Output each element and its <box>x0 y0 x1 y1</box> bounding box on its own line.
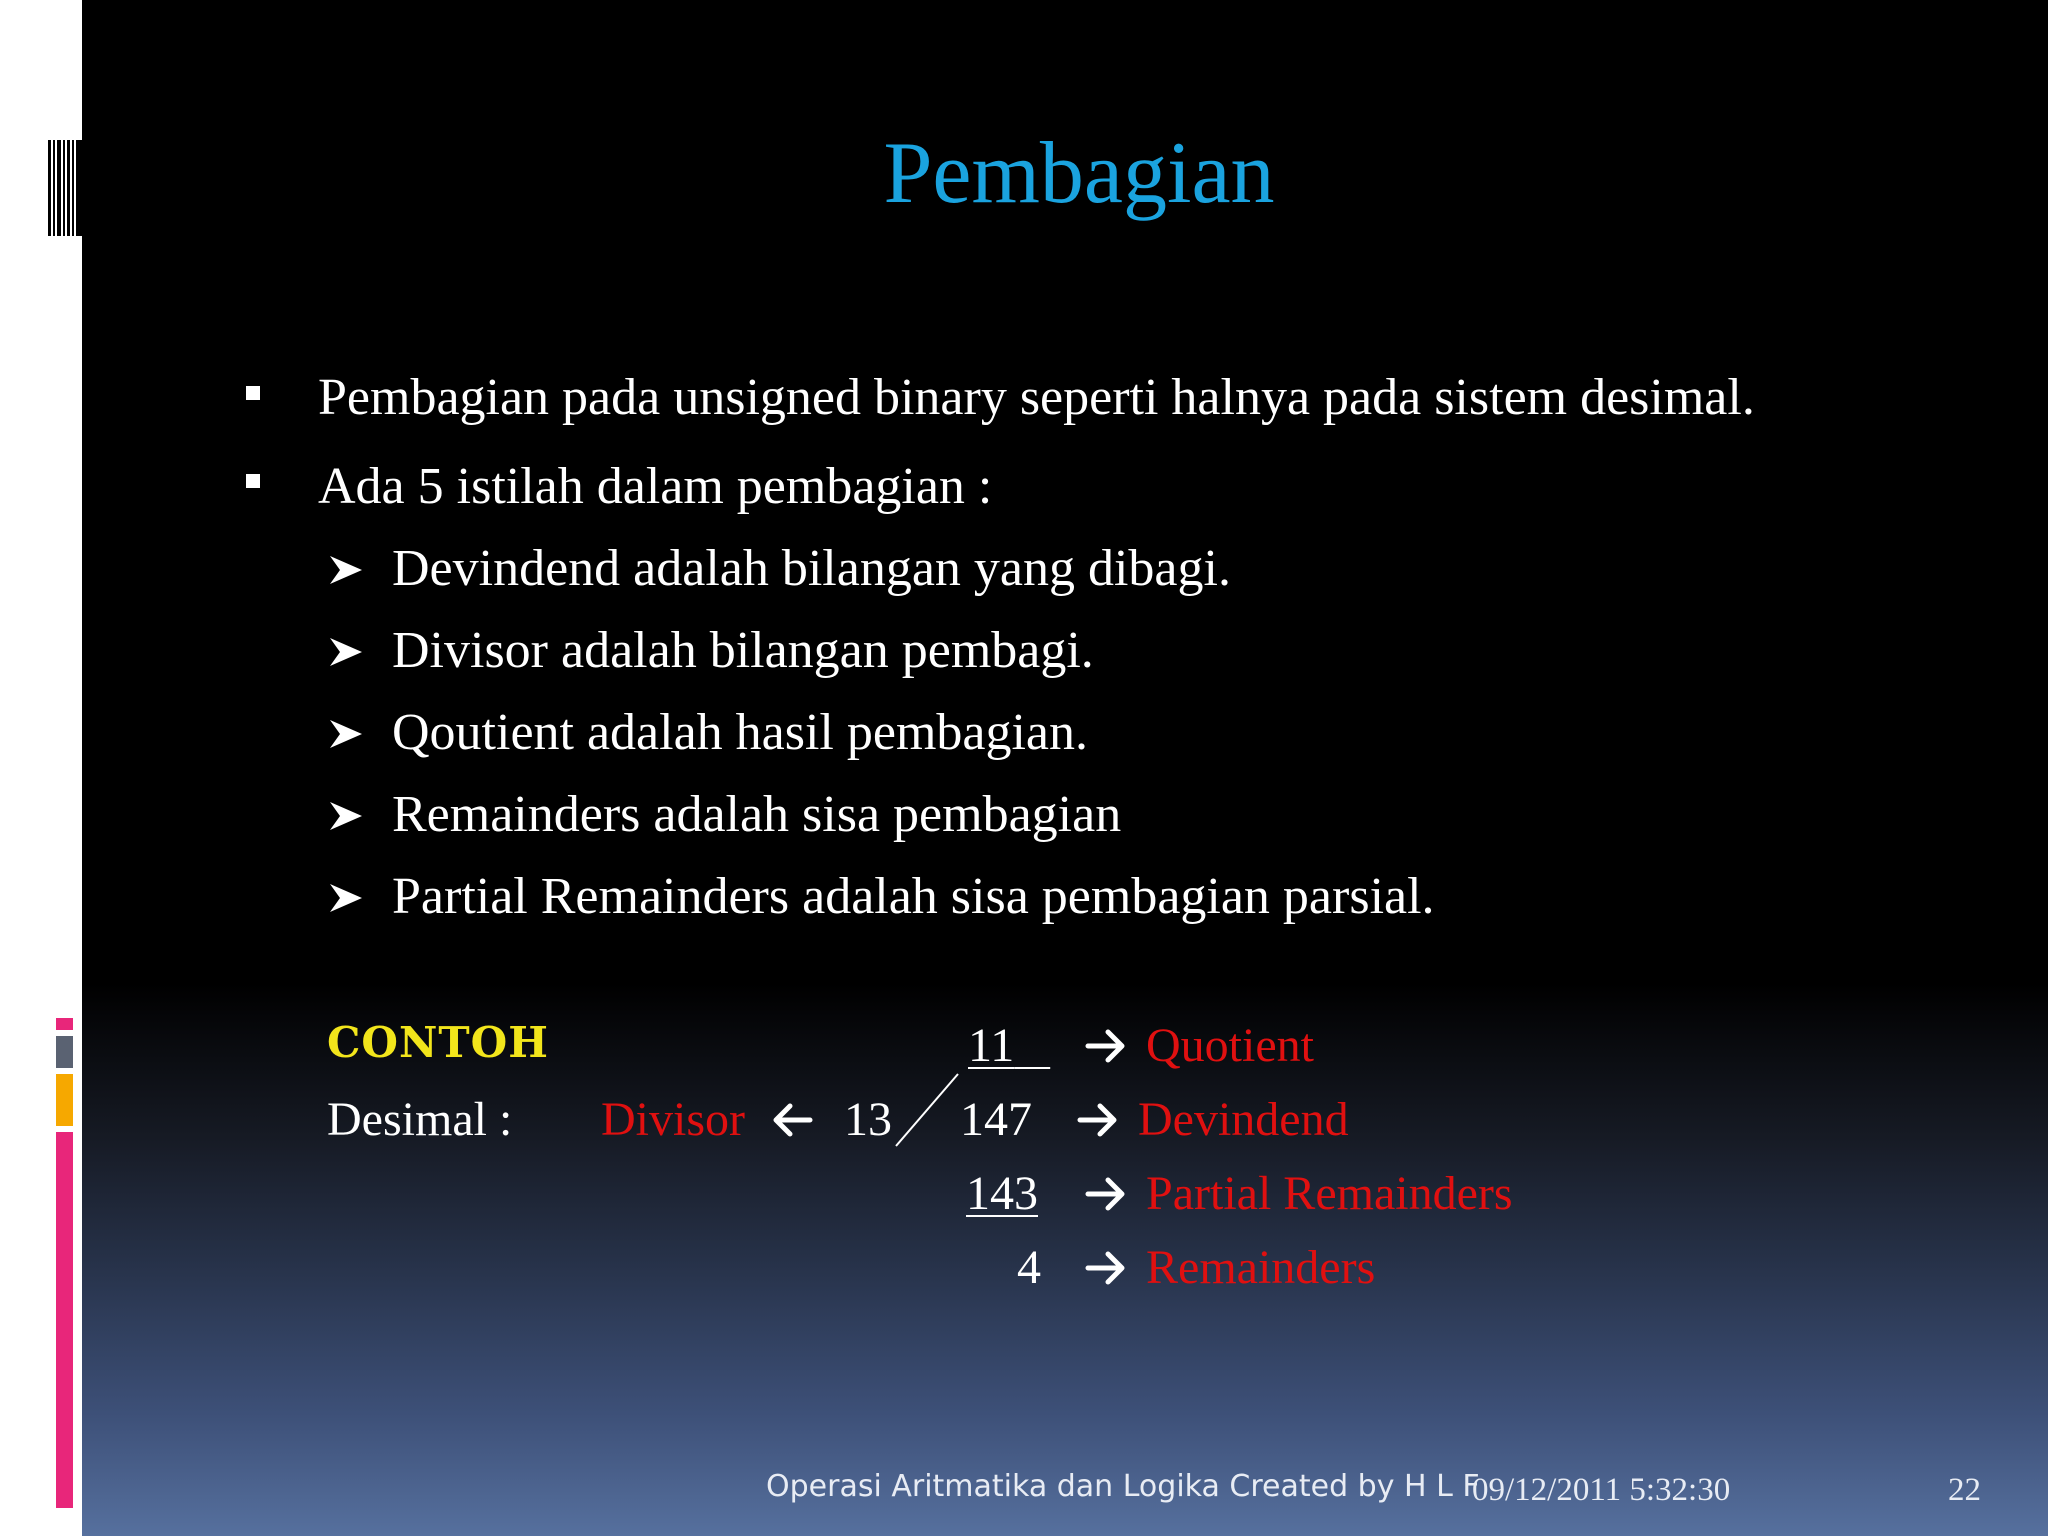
square-bullet-icon <box>246 386 260 400</box>
example-heading: CONTOH <box>327 1018 549 1067</box>
right-arrow-icon <box>1076 1098 1120 1142</box>
remainders-label: Remainders <box>1146 1241 1376 1294</box>
sub-bullet-item: Divisor adalah bilangan pembagi. <box>392 622 1094 679</box>
divisor-value: 13 <box>844 1093 892 1146</box>
square-bullet-icon <box>246 474 260 488</box>
arrowhead-bullet-icon <box>326 550 366 590</box>
quotient-number: 11 <box>968 1019 1015 1072</box>
right-arrow-icon <box>1084 1172 1128 1216</box>
example-label: Desimal : <box>327 1093 513 1146</box>
quotient-label: Quotient <box>1146 1019 1314 1072</box>
deco-pink-top <box>56 1018 73 1030</box>
bullet-item: Ada 5 istilah dalam pembagian : <box>318 458 993 515</box>
arrowhead-bullet-icon <box>326 632 366 672</box>
remainder-value: 4 <box>1017 1241 1041 1294</box>
arrowhead-bullet-icon <box>326 796 366 836</box>
sub-bullet-item: Remainders adalah sisa pembagian <box>392 786 1122 843</box>
deco-orange <box>56 1074 73 1126</box>
slide-title: Pembagian <box>883 125 1275 222</box>
quotient-value <box>968 1019 1050 1072</box>
slide-background <box>82 0 2048 1536</box>
arrowhead-bullet-icon <box>326 714 366 754</box>
deco-pink-bar <box>56 1132 73 1508</box>
left-decoration-strip <box>0 0 82 1536</box>
page-number: 22 <box>1948 1472 1981 1508</box>
sub-bullet-item: Partial Remainders adalah sisa pembagian parsial. <box>392 868 1435 925</box>
right-arrow-icon <box>1084 1024 1128 1068</box>
footer-date: 09/12/2011 5:32:30 <box>1472 1472 1731 1508</box>
sub-bullet-item: Devindend adalah bilangan yang dibagi. <box>392 540 1231 597</box>
footer-text: Operasi Aritmatika dan Logika Created by H L F <box>766 1469 1480 1504</box>
sub-bullet-item: Qoutient adalah hasil pembagian. <box>392 704 1089 761</box>
arrowhead-bullet-icon <box>326 878 366 918</box>
bullet-item: Pembagian pada unsigned binary seperti halnya pada sistem desimal. <box>318 369 1755 426</box>
divisor-label: Divisor <box>601 1093 745 1146</box>
right-arrow-icon <box>1084 1246 1128 1290</box>
dividend-value: 147 <box>960 1093 1032 1146</box>
deco-gray <box>56 1036 73 1068</box>
dividend-label: Devindend <box>1138 1093 1349 1146</box>
left-arrow-icon <box>770 1098 814 1142</box>
partial-remainder-value: 143 <box>966 1167 1038 1220</box>
partial-remainders-label: Partial Remainders <box>1146 1167 1513 1220</box>
division-bracket <box>892 1070 962 1150</box>
